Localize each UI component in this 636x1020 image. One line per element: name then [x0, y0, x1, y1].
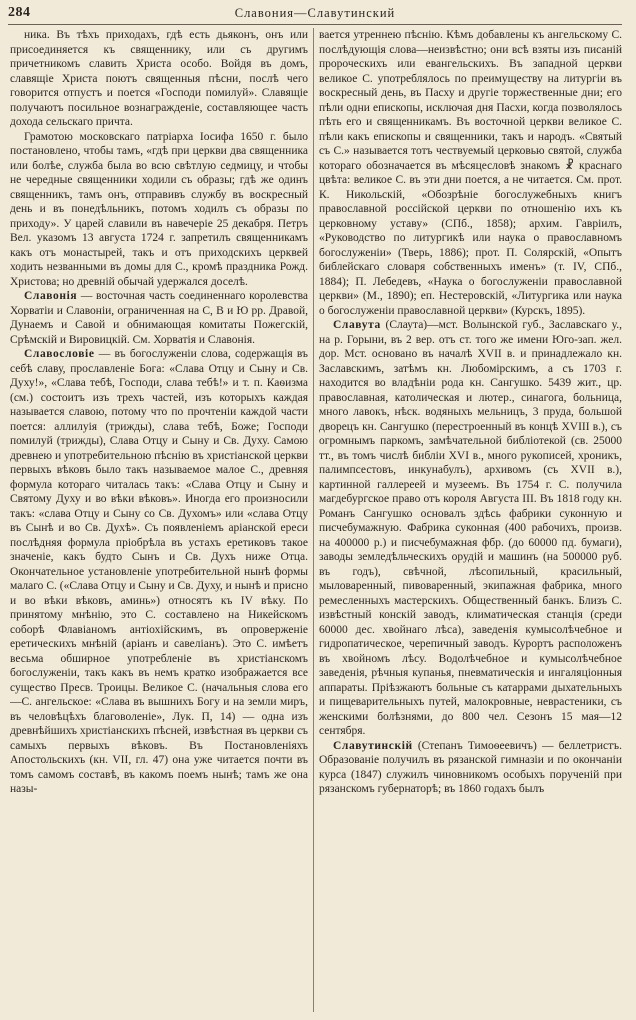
paragraph-text: (Степанъ Тимоѳеевичъ) — беллетристъ. Образованіе получилъ въ рязанской гимназіи и по окончаніи курса (1847) служилъ чиновникомъ особыхъ порученій при рязанскомъ губернаторѣ; въ 1860 годахъ былъ — [319, 739, 622, 795]
body-paragraph — [319, 28, 622, 318]
entry-headword: Славонія — [24, 290, 78, 302]
body-paragraph — [10, 28, 308, 130]
paragraph-text: ника. Въ тѣхъ приходахъ, гдѣ есть дьяконъ, онъ или присоединяется къ священнику, или съ другимъ причетникомъ славить Христа особо. Войдя въ домъ, славящіе Христа поютъ священныя пѣсни, послѣ чего говорится отпустъ и поется «Господи помилуй». Славящіе получаютъ посильное вознагражденіе, составляющее часть дохода сельскаго причта. — [10, 29, 308, 128]
dictionary-entry — [10, 289, 308, 347]
paragraph-text: Грамотою московскаго патріарха Іосифа 1650 г. было постановлено, чтобы тамъ, «гдѣ при церкви два священника или болѣе, служба была во всю свѣтлую седмицу, и чтобы не чередные священники ходили съ образы; гдѣ же одинъ священникъ, тамъ онъ, отправивъ службу въ воскресный день и въ понедѣльникъ, потомъ ходилъ съ образы по приходу». У царей славили въ навечеріе 25 декабря. Петръ Вел. указомъ 13 августа 1724 г. запретилъ священникамъ какъ отъ монастырей, такъ и отъ приходскихъ церквей ходить незванными въ домы для С., кромѣ праздника Рожд. Христова; но древній обычай удержался доселѣ. — [10, 130, 308, 288]
entry-headword: Славута — [333, 319, 381, 331]
dictionary-entry — [10, 347, 308, 797]
dictionary-entry — [319, 318, 622, 739]
paragraph-text: (Слаута)—мст. Волынской губ., Заславскаго у., на р. Горыни, въ 2 вер. отъ ст. того же имени Юго-зап. жел. дор. Мст. основано въ началѣ XVII в. и принадлежало кн. Заславскимъ, затѣмъ кн. Любомірскимъ, а съ 1703 г. находится во владѣніи рода кн. Сангушко. 5439 жит., цр. православная, католическая и лютер., синагога, больница, много лавокъ, нѣск. водяныхъ мельницъ, 3 пруда, большой дворецъ кн. Сангушко (перестроенный въ концѣ XVIII в.), съ огромнымъ паркомъ, замѣчательной библіотекой (св. 25000 тт., въ томъ числѣ библіи XVI в., много рукописей, хроникъ, палимпсестовъ, инкунабулъ), архивомъ (съ XVII в.), картинной галлереей и музеемъ. Въ 1754 г. С. получила магдебургское право отъ короля Августа III. Въ 1818 году кн. Романъ Сангушко основалъ здѣсь фабрики суконную и писчебумажную. Фабрика суконная (400 рабочихъ, произв. на 400000 р.) и писчебумажная фбр. (до 60000 пд. бумаги), заводы земледѣльческихъ орудій и машинъ (на 500000 руб. въ годъ), свѣчной, лѣсопильный, красильный, мыловаренный, пивоваренный, экипажная фабрика, много ремесленныхъ мастерскихъ. Общественный банкъ. Близъ С. извѣстный конскій заводъ, климатическая станція (среди 60000 дес. хвойнаго лѣса), заведенія кумысолѣчебное и гидропатическое, черепичный заводъ. Курортъ расположенъ въ хвойномъ лѣсу. Водолѣчебное и кумысолѣчебное заведенія, рѣчныя купанья, пневматическія и ингаляціонныя аппараты. Пріѣзжаютъ больные съ катаррами дыхательныхъ и пищеварительныхъ путей, малокровные, неврастеники, съ женскими болѣзнями, до 800 чел. Сезонъ 15 мая—12 сентября. — [319, 319, 622, 737]
page-number: 284 — [8, 5, 31, 20]
paragraph-text: — восточная часть соединеннаго королевства Хорватіи и Славоніи, ограниченная на С, В и Ю рр. Дравой, Дунаемъ и Савой и обнимающая комитаты Пожегскій, Срѣмскій и Вировицкій. См. Хорватія и Славонія. — [10, 290, 308, 346]
paragraph-text: — въ богослуженіи слова, содержащія въ себѣ славу, прославленіе Бога: «Слава Отцу и Сыну и Св. Духу!», «Слава тебѣ, Господи, слава тебѣ!» и т. п. Каѳизма (см.) состоитъ изъ трехъ частей, изъ которыхъ каждая называется славою, потому что по прочтеніи каждой части поется: аллилуія (трижды), слава тебѣ, Боже; Господи помилуй (трижды), Слава Отцу и Сыну и Св. Духу. Самою древнею и употребительною пѣснію въ христіанской церкви первыхъ вѣковъ было такъ называемое малое С., древняя формула котораго читалась такъ: «Слава Отцу и Сыну и Святому Духу и во вѣки вѣковъ». Иногда его произносили такъ: «слава Отцу и Сыну со Св. Духомъ» или «слава Отцу въ Сынѣ и во Св. Духѣ». Съ появленіемъ аріанской ереси послѣдняя формула пріобрѣла въ устахъ еретиковъ такое значеніе, какъ будто Сынъ и Св. Духъ ниже Отца. Окончательное установленіе употребительной нынѣ формы малаго С. («Слава Отцу и Сыну и Св. Духу, и нынѣ и присно и во вѣки вѣковъ, аминь») относятъ къ IV вѣку. По принятому мнѣнію, это С. составлено на Никейскомъ соборѣ Флавіаномъ антіохійскимъ, въ опроверженіе еретическихъ мнѣній (аріанъ и савеліанъ). Это С. имѣетъ весьма обширное употребленіе въ христіанскомъ богослуженіи, такъ какъ въ немъ кратко изображается все существо Пресв. Троицы. Великое С. (начальныя слова его—С. ангельское: «Слава въ вышнихъ Богу и на земли миръ, въ человѣцѣхъ благоволеніе», Лук. П, 14) — одна изъ древнѣйшихъ христіанскихъ пѣсней, извѣстная въ церкви съ самыхъ первыхъ вѣковъ. Въ Постановленіяхъ Апостольскихъ (кн. VII, гл. 47) она уже читается почти въ томъ самомъ составѣ, въ какомъ поемъ нынѣ; тамъ же она назы- — [10, 348, 308, 795]
page-header — [8, 2, 622, 25]
entry-headword: Славословіе — [24, 348, 95, 360]
running-title: Славония—Славутинский — [234, 6, 396, 20]
column-divider — [313, 28, 314, 1012]
left-column — [10, 28, 308, 1013]
dictionary-entry — [319, 739, 622, 797]
entry-headword: Славутинскій — [333, 739, 413, 752]
right-column — [319, 28, 622, 1013]
body-paragraph — [10, 130, 308, 290]
paragraph-text: вается утреннею пѣснію. Кѣмъ добавлены къ ангельскому С. послѣдующія слова—неизвѣстно; они всѣ взяты изъ писаній пророческихъ или евангельскихъ. Въ западной церкви великое С. употреблялось по преимуществу на литургіи въ воскресный день, въ Пасху и другіе торжественные дни; его пѣли одни епископы, исключая дня Пасхи, когда позволялось пѣть его и священникамъ. Въ восточной церкви великое С. пѣли какъ епископы и священники, такъ и народъ. «Святый съ С.» называется тотъ чествуемый церковью святой, служба котораго обозначается въ мѣсяцесловѣ знакомъ ☧ краснаго цвѣта: великое С. въ эти дни поется, а не читается. См. прот. К. Никольскій, «Обозрѣніе богослужебныхъ книгъ православной россійской церкви по отношенію ихъ къ церковному уставу» (СПб., 1858); архим. Гавріилъ, «Руководство по литургикѣ или наука о православномъ богослуженіи» (Тверь, 1886); прот. П. Солярскій, «Опытъ библейскаго словаря собственныхъ именъ» (т. IV, СПб., 1884); П. Лебедевъ, «Наука о богослуженіи православной церкви» (М., 1890); еп. Нестеровскій, «Литургика или наука о богослуженіи православной церкви» (Курскъ, 1895). — [319, 29, 622, 317]
